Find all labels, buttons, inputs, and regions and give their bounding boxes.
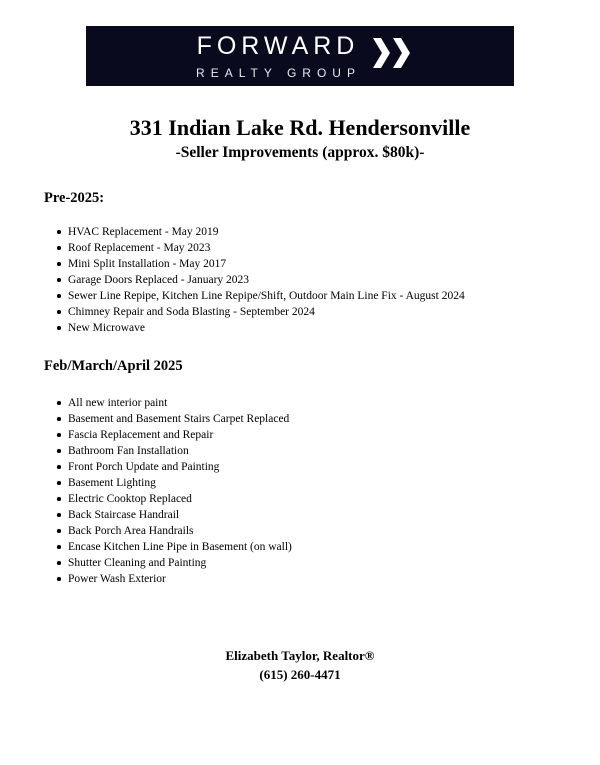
bullet-icon <box>57 529 61 533</box>
list-item <box>68 256 600 272</box>
list-item-label: Garage Doors Replaced - January 2023 <box>68 274 250 287</box>
bullet-icon <box>57 326 61 330</box>
list-item-label: Bathroom Fan Installation <box>68 445 189 458</box>
bullet-icon <box>57 497 61 501</box>
logo-wordmark-group <box>190 31 361 80</box>
chevron-right-icon <box>373 38 390 73</box>
improvements-list-2025 <box>0 395 600 587</box>
bullet-icon <box>57 401 61 405</box>
bullet-icon <box>57 481 61 485</box>
list-item <box>68 395 600 411</box>
bullet-icon <box>57 545 61 549</box>
section-heading: Pre-2025: <box>44 190 105 206</box>
list-item <box>68 272 600 288</box>
logo-content <box>86 26 514 86</box>
bullet-icon <box>57 294 61 298</box>
list-item <box>68 571 600 587</box>
list-item-label: Basement and Basement Stairs Carpet Replaced <box>68 413 290 426</box>
bullet-icon <box>57 230 61 234</box>
list-item <box>68 507 600 523</box>
improvements-list-pre-2025 <box>0 224 600 336</box>
list-item-label: Mini Split Installation - May 2017 <box>68 258 227 271</box>
list-item <box>68 224 600 240</box>
section-heading: Feb/March/April 2025 <box>44 358 183 374</box>
list-item <box>68 304 600 320</box>
list-item <box>68 475 600 491</box>
bullet-icon <box>57 561 61 565</box>
list-item <box>68 459 600 475</box>
list-item <box>68 523 600 539</box>
section-feb-march-april-2025 <box>0 358 600 587</box>
chevron-right-icon <box>393 38 410 73</box>
list-item <box>68 539 600 555</box>
contact-footer <box>0 646 600 684</box>
list-item-label: New Microwave <box>68 322 145 335</box>
bullet-icon <box>57 417 61 421</box>
list-item <box>68 427 600 443</box>
list-item-label: Back Porch Area Handrails <box>68 525 194 538</box>
bullet-icon <box>57 513 61 517</box>
list-item <box>68 443 600 459</box>
logo-tagline: REALTY GROUP <box>196 65 361 80</box>
bullet-icon <box>57 246 61 250</box>
list-item-label: Electric Cooktop Replaced <box>68 493 192 506</box>
list-item-label: Chimney Repair and Soda Blasting - September 2024 <box>68 306 315 319</box>
company-logo-banner <box>86 26 514 86</box>
list-item <box>68 411 600 427</box>
list-item-label: Back Staircase Handrail <box>68 509 180 522</box>
page-title: 331 Indian Lake Rd. Hendersonville <box>129 115 471 140</box>
list-item-label: All new interior paint <box>68 397 168 410</box>
bullet-icon <box>57 577 61 581</box>
list-item-label: Basement Lighting <box>68 477 156 490</box>
section-pre-2025 <box>0 190 600 336</box>
logo-chevrons <box>373 38 410 73</box>
list-item <box>68 320 600 336</box>
agent-name: Elizabeth Taylor, Realtor® <box>225 648 375 663</box>
bullet-icon <box>57 310 61 314</box>
list-item <box>68 555 600 571</box>
bullet-icon <box>57 465 61 469</box>
list-item-label: HVAC Replacement - May 2019 <box>68 226 219 239</box>
page-subtitle: -Seller Improvements (approx. $80k)- <box>175 144 425 161</box>
bullet-icon <box>57 433 61 437</box>
list-item-label: Roof Replacement - May 2023 <box>68 242 211 255</box>
agent-phone: (615) 260-4471 <box>259 667 341 682</box>
list-item-label: Front Porch Update and Painting <box>68 461 220 474</box>
list-item <box>68 240 600 256</box>
list-item-label: Power Wash Exterior <box>68 573 166 586</box>
bullet-icon <box>57 278 61 282</box>
bullet-icon <box>57 262 61 266</box>
bullet-icon <box>57 449 61 453</box>
list-item-label: Shutter Cleaning and Painting <box>68 557 207 570</box>
list-item <box>68 288 600 304</box>
list-item-label: Encase Kitchen Line Pipe in Basement (on wall) <box>68 541 292 554</box>
logo-wordmark: FORWARD <box>196 31 360 60</box>
list-item <box>68 491 600 507</box>
list-item-label: Fascia Replacement and Repair <box>68 429 214 442</box>
list-item-label: Sewer Line Repipe, Kitchen Line Repipe/Shift, Outdoor Main Line Fix - August 2024 <box>68 290 465 303</box>
